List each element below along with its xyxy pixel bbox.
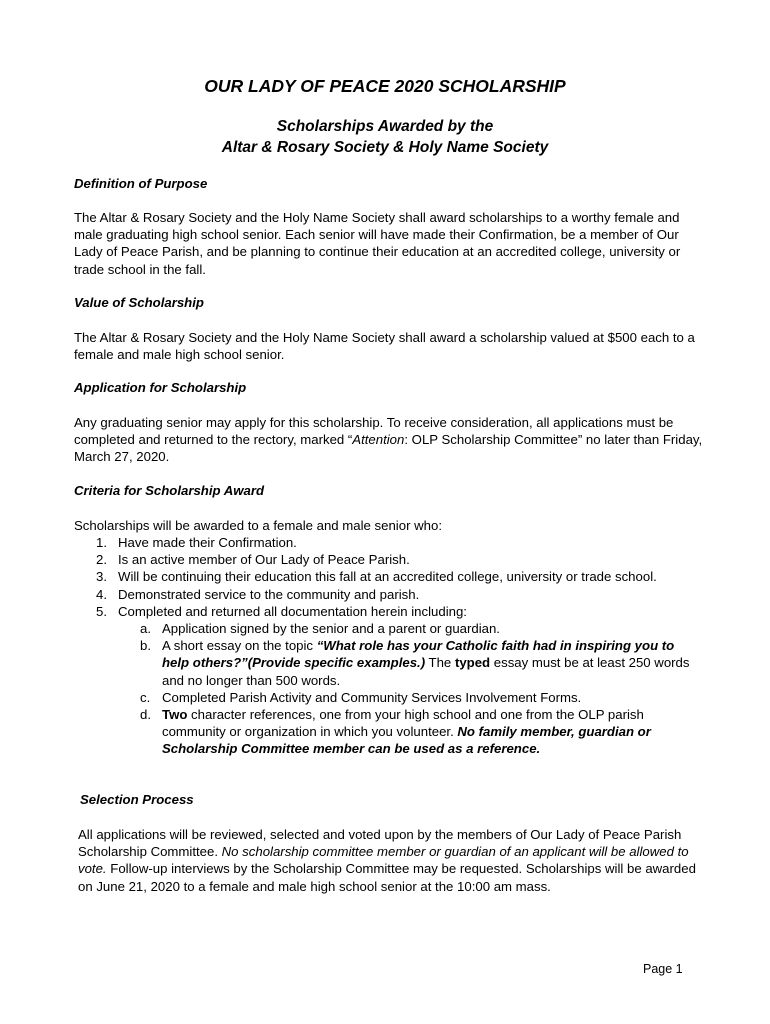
application-paragraph: [74, 414, 710, 466]
references-two: Two: [162, 707, 188, 723]
value-paragraph: The Altar & Rosary Society and the Holy Name Society shall award a scholarship valued at $500 each to a female and male high school senior.: [74, 330, 695, 363]
references-warning: No family member, guardian or Scholarship Committee member can be used as a reference.: [162, 724, 651, 757]
criteria-item-4: [96, 586, 706, 603]
criteria-item-number: 5.: [96, 603, 107, 619]
criteria-item-text: Demonstrated service to the community and parish.: [118, 586, 420, 602]
criteria-item-number: 1.: [96, 535, 107, 550]
criteria-item-text: Have made their Confirmation.: [118, 535, 297, 550]
subtitle-line-2: Altar & Rosary Society & Holy Name Society: [221, 139, 549, 156]
criteria-item-1: [96, 534, 706, 551]
criteria-item-number: 2.: [96, 552, 107, 568]
criteria-item-5: [96, 603, 706, 620]
heading-definition-of-purpose: Definition of Purpose: [74, 176, 208, 191]
criteria-subitem-letter: d.: [140, 707, 151, 723]
definition-paragraph: The Altar & Rosary Society and the Holy Name Society shall award scholarships to a worthy female and male graduating high school senior. Each senior will have made their Confirmation, be a member of Our Lady of Peace Parish, and be planning to continue their education at an accredited college, university or trade school in the fall.: [74, 210, 681, 277]
heading-criteria-for-scholarship-award: Criteria for Scholarship Award: [74, 483, 265, 498]
criteria-subitem-text: Application signed by the senior and a parent or guardian.: [162, 621, 500, 637]
criteria-item-text: Will be continuing their education this fall at an accredited college, university or trade school.: [118, 569, 657, 585]
references-text: character references, one from your high school and one from the OLP parish community or organization in which you volunteer.: [162, 707, 644, 740]
essay-topic: “What role has your Catholic faith had in inspiring you to help others?”(Provide specific examples.): [162, 638, 675, 671]
subtitle-line-1: Scholarships Awarded by the: [276, 118, 494, 135]
application-text-attention: Attention: [352, 432, 405, 448]
criteria-subitem-text: Completed Parish Activity and Community Services Involvement Forms.: [162, 689, 582, 705]
selection-text-1: All applications will be reviewed, selected and voted upon by the members of Our Lady of Peace Parish Scholarship Committee.: [78, 827, 682, 860]
criteria-item-2: [96, 551, 706, 568]
criteria-item-number: 4.: [96, 586, 107, 602]
criteria-subitem-text: [162, 637, 696, 689]
criteria-subitem-b: [140, 637, 696, 689]
page-number: Page 1: [643, 962, 683, 976]
criteria-item-3: [96, 568, 658, 585]
criteria-subitem-c: [140, 689, 696, 706]
document-title: OUR LADY OF PEACE 2020 SCHOLARSHIP: [204, 76, 566, 96]
application-text-after: : OLP Scholarship Committee” no later than Friday, March 27, 2020.: [74, 432, 703, 465]
criteria-subitem-a: [140, 620, 696, 637]
criteria-subitem-letter: a.: [140, 621, 151, 637]
essay-text-3: essay must be at least 250 words and no longer than 500 words.: [162, 655, 690, 688]
heading-application-for-scholarship: Application for Scholarship: [74, 380, 247, 395]
selection-text-italic: No scholarship committee member or guardian of an applicant will be allowed to vote.: [78, 844, 689, 877]
criteria-item-number: 3.: [96, 569, 107, 585]
essay-text-1: A short essay on the topic: [162, 638, 317, 654]
essay-typed: typed: [454, 655, 491, 671]
selection-paragraph: [78, 826, 708, 895]
application-text-before: Any graduating senior may apply for this scholarship. To receive consideration, all applications must be completed and returned to the rectory, marked “: [74, 415, 674, 448]
heading-value-of-scholarship: Value of Scholarship: [74, 295, 204, 310]
criteria-item-text: Completed and returned all documentation herein including:: [118, 603, 467, 619]
essay-text-2: The: [425, 655, 455, 671]
criteria-subitem-letter: c.: [140, 689, 151, 705]
criteria-intro: Scholarships will be awarded to a female and male senior who:: [74, 518, 442, 533]
selection-text-2: Follow-up interviews by the Scholarship Committee may be requested. Scholarships will be awarded on June 21, 2020 to a female and male high school senior at the 10:00 am mass.: [78, 861, 696, 894]
criteria-list: [96, 534, 706, 758]
criteria-subitem-d: [140, 706, 696, 758]
criteria-sublist: [140, 620, 696, 758]
criteria-subitem-letter: b.: [140, 638, 151, 654]
heading-selection-process: Selection Process: [80, 792, 194, 807]
criteria-subitem-text: [162, 706, 696, 758]
criteria-item-text: Is an active member of Our Lady of Peace Parish.: [118, 552, 410, 568]
